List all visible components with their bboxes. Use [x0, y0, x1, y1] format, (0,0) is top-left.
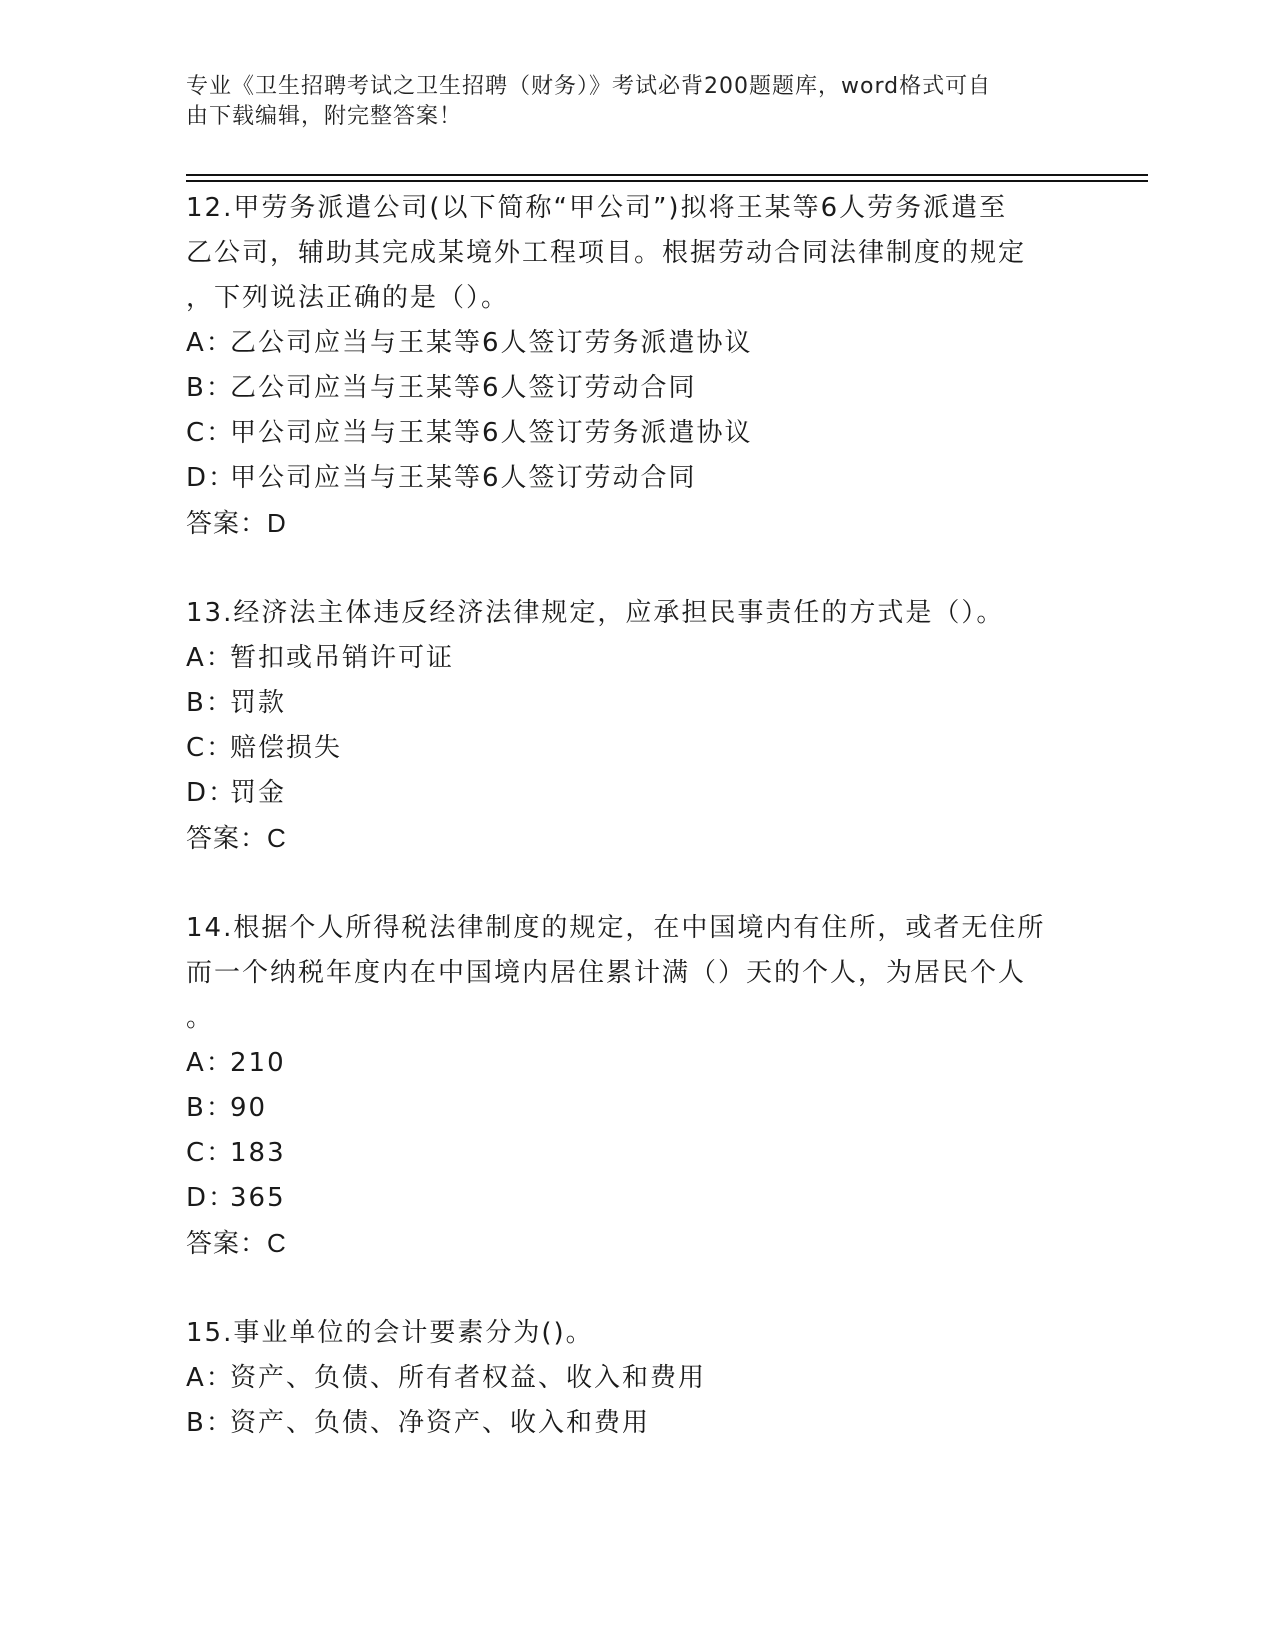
option-b	[186, 1401, 1086, 1446]
option-text: 罚款	[230, 688, 287, 718]
option-a	[186, 321, 1086, 366]
option-key: C：	[186, 733, 235, 763]
spacer	[186, 861, 1086, 906]
option-text: 乙公司应当与王某等6人签订劳动合同	[230, 373, 697, 403]
option-text: 罚金	[230, 778, 287, 808]
option-text: 赔偿损失	[230, 733, 343, 763]
spacer	[186, 546, 1086, 591]
option-text: 210	[230, 1048, 286, 1078]
option-text: 90	[230, 1093, 268, 1123]
option-b	[186, 366, 1086, 411]
answer: 答案：D	[186, 508, 287, 538]
option-a	[186, 1356, 1086, 1401]
option-b	[186, 681, 1086, 726]
option-text: 甲公司应当与王某等6人签订劳务派遣协议	[230, 418, 753, 448]
option-text: 资产、负债、所有者权益、收入和费用	[230, 1363, 707, 1393]
option-text: 资产、负债、净资产、收入和费用	[230, 1408, 651, 1438]
answer: 答案：C	[186, 1228, 287, 1258]
option-key: D：	[186, 778, 237, 808]
header-line-1: 专业《卫生招聘考试之卫生招聘（财务）》考试必背200题题库，word格式可自	[186, 74, 992, 99]
option-key: A：	[186, 1363, 234, 1393]
question-15	[186, 1311, 1086, 1446]
option-text: 甲公司应当与王某等6人签订劳动合同	[230, 463, 697, 493]
question-list	[186, 186, 1086, 1446]
answer: 答案：C	[186, 823, 287, 853]
question-text: 15.事业单位的会计要素分为()。	[186, 1318, 594, 1348]
option-d	[186, 771, 1086, 816]
option-key: A：	[186, 643, 234, 673]
option-text: 暂扣或吊销许可证	[230, 643, 455, 673]
option-d	[186, 1176, 1086, 1221]
option-key: C：	[186, 1138, 235, 1168]
option-text: 365	[230, 1183, 286, 1213]
option-key: D：	[186, 463, 237, 493]
option-key: A：	[186, 1048, 234, 1078]
document-header	[186, 72, 1066, 132]
option-a	[186, 636, 1086, 681]
option-a	[186, 1041, 1086, 1086]
option-c	[186, 726, 1086, 771]
question-13	[186, 591, 1086, 861]
option-text: 183	[230, 1138, 286, 1168]
question-text: 14.根据个人所得税法律制度的规定，在中国境内有住所，或者无住所 而一个纳税年度内在中国境内居住累计满（）天的个人，为居民个人 。	[186, 913, 1046, 1033]
option-key: B：	[186, 1408, 234, 1438]
option-text: 乙公司应当与王某等6人签订劳务派遣协议	[230, 328, 753, 358]
spacer	[186, 1266, 1086, 1311]
header-divider-bottom	[186, 180, 1148, 182]
option-key: B：	[186, 1093, 234, 1123]
header-divider-top	[186, 174, 1148, 176]
question-12	[186, 186, 1086, 546]
option-key: D：	[186, 1183, 237, 1213]
option-key: B：	[186, 373, 234, 403]
question-14	[186, 906, 1086, 1266]
option-b	[186, 1086, 1086, 1131]
option-key: C：	[186, 418, 235, 448]
question-text: 13.经济法主体违反经济法律规定，应承担民事责任的方式是（）。	[186, 598, 1005, 628]
question-text: 12.甲劳务派遣公司(以下简称“甲公司”)拟将王某等6人劳务派遣至 乙公司，辅助其完成某境外工程项目。根据劳动合同法律制度的规定 ，下列说法正确的是（）。	[186, 193, 1027, 313]
option-c	[186, 411, 1086, 456]
option-d	[186, 456, 1086, 501]
option-c	[186, 1131, 1086, 1176]
header-line-2: 由下载编辑，附完整答案！	[186, 104, 463, 129]
option-key: B：	[186, 688, 234, 718]
option-key: A：	[186, 328, 234, 358]
